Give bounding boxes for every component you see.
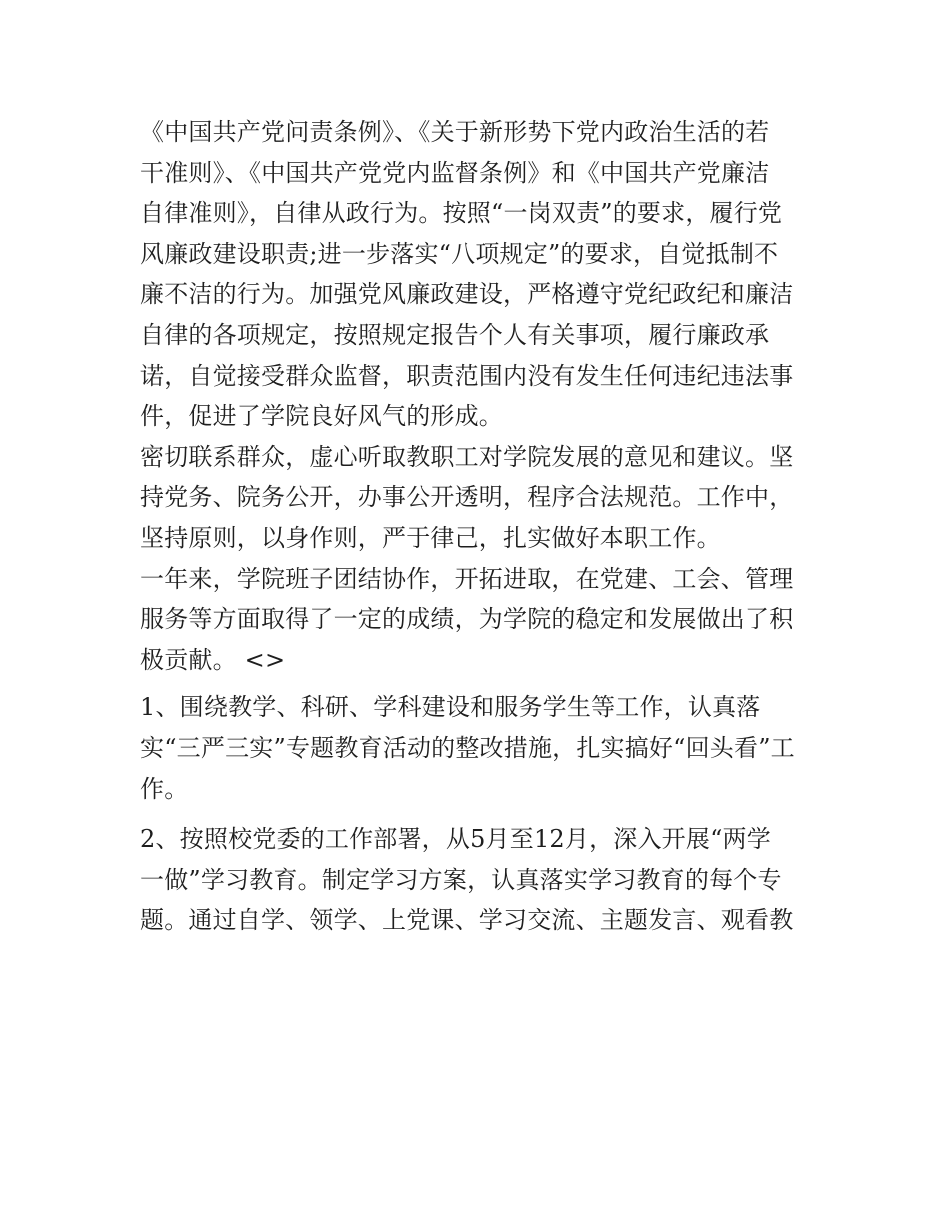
- text-line: 件，促进了学院良好风气的形成。: [140, 402, 503, 431]
- text-line: 自律的各项规定，按照规定报告个人有关事项，履行廉政承: [140, 320, 770, 349]
- text-line: 坚持原则，以身作则，严于律己，扎实做好本职工作。: [140, 523, 721, 552]
- text-line: 诺，自觉接受群众监督，职责范围内没有发生任何违纪违法事: [140, 361, 794, 390]
- text-line: 一做”学习教育。制定学习方案，认真落实学习教育的每个专: [140, 865, 782, 894]
- text-line: 题。通过自学、领学、上党课、学习交流、主题发言、观看教: [140, 906, 794, 935]
- text-line: 1、围绕教学、科研、学科建设和服务学生等工作，认真落: [140, 693, 761, 722]
- text-line: 密切联系群众，虚心听取教职工对学院发展的意见和建议。坚: [140, 442, 794, 471]
- paragraph-contact-masses: [140, 437, 820, 559]
- document-body: [140, 112, 820, 941]
- text-line: 《中国共产党问责条例》、《关于新形势下党内政治生活的若: [140, 118, 770, 146]
- text-line: 风廉政建设职责;进一步落实“八项规定”的要求，自觉抵制不: [140, 239, 779, 268]
- text-line: 2、按照校党委的工作部署，从5月至12月，深入开展“两学: [140, 825, 771, 854]
- text-line: 干准则》、《中国共产党党内监督条例》和《中国共产党廉洁: [140, 158, 770, 187]
- list-item-2: [140, 819, 820, 941]
- paragraph-year-summary: [140, 559, 820, 681]
- text-line: 廉不洁的行为。加强党风廉政建设，严格遵守党纪政纪和廉洁: [140, 280, 794, 309]
- text-line: 持党务、院务公开，办事公开透明，程序合法规范。工作中，: [140, 483, 794, 512]
- list-item-1: [140, 687, 820, 809]
- text-line: 服务等方面取得了一定的成绩，为学院的稳定和发展做出了积: [140, 605, 794, 634]
- text-line: 作。: [140, 774, 189, 803]
- paragraph-gap: [140, 809, 820, 819]
- paragraph-gap: [140, 680, 820, 687]
- text-line: 实“三严三实”专题教育活动的整改措施，扎实搞好“回头看”工: [140, 733, 795, 762]
- paragraph-discipline: [140, 112, 820, 437]
- text-line: 极贡献。 <>: [140, 645, 286, 674]
- text-line: 自律准则》，自律从政行为。按照“一岗双责”的要求，履行党: [140, 199, 783, 228]
- text-line: 一年来，学院班子团结协作，开拓进取，在党建、工会、管理: [140, 564, 794, 593]
